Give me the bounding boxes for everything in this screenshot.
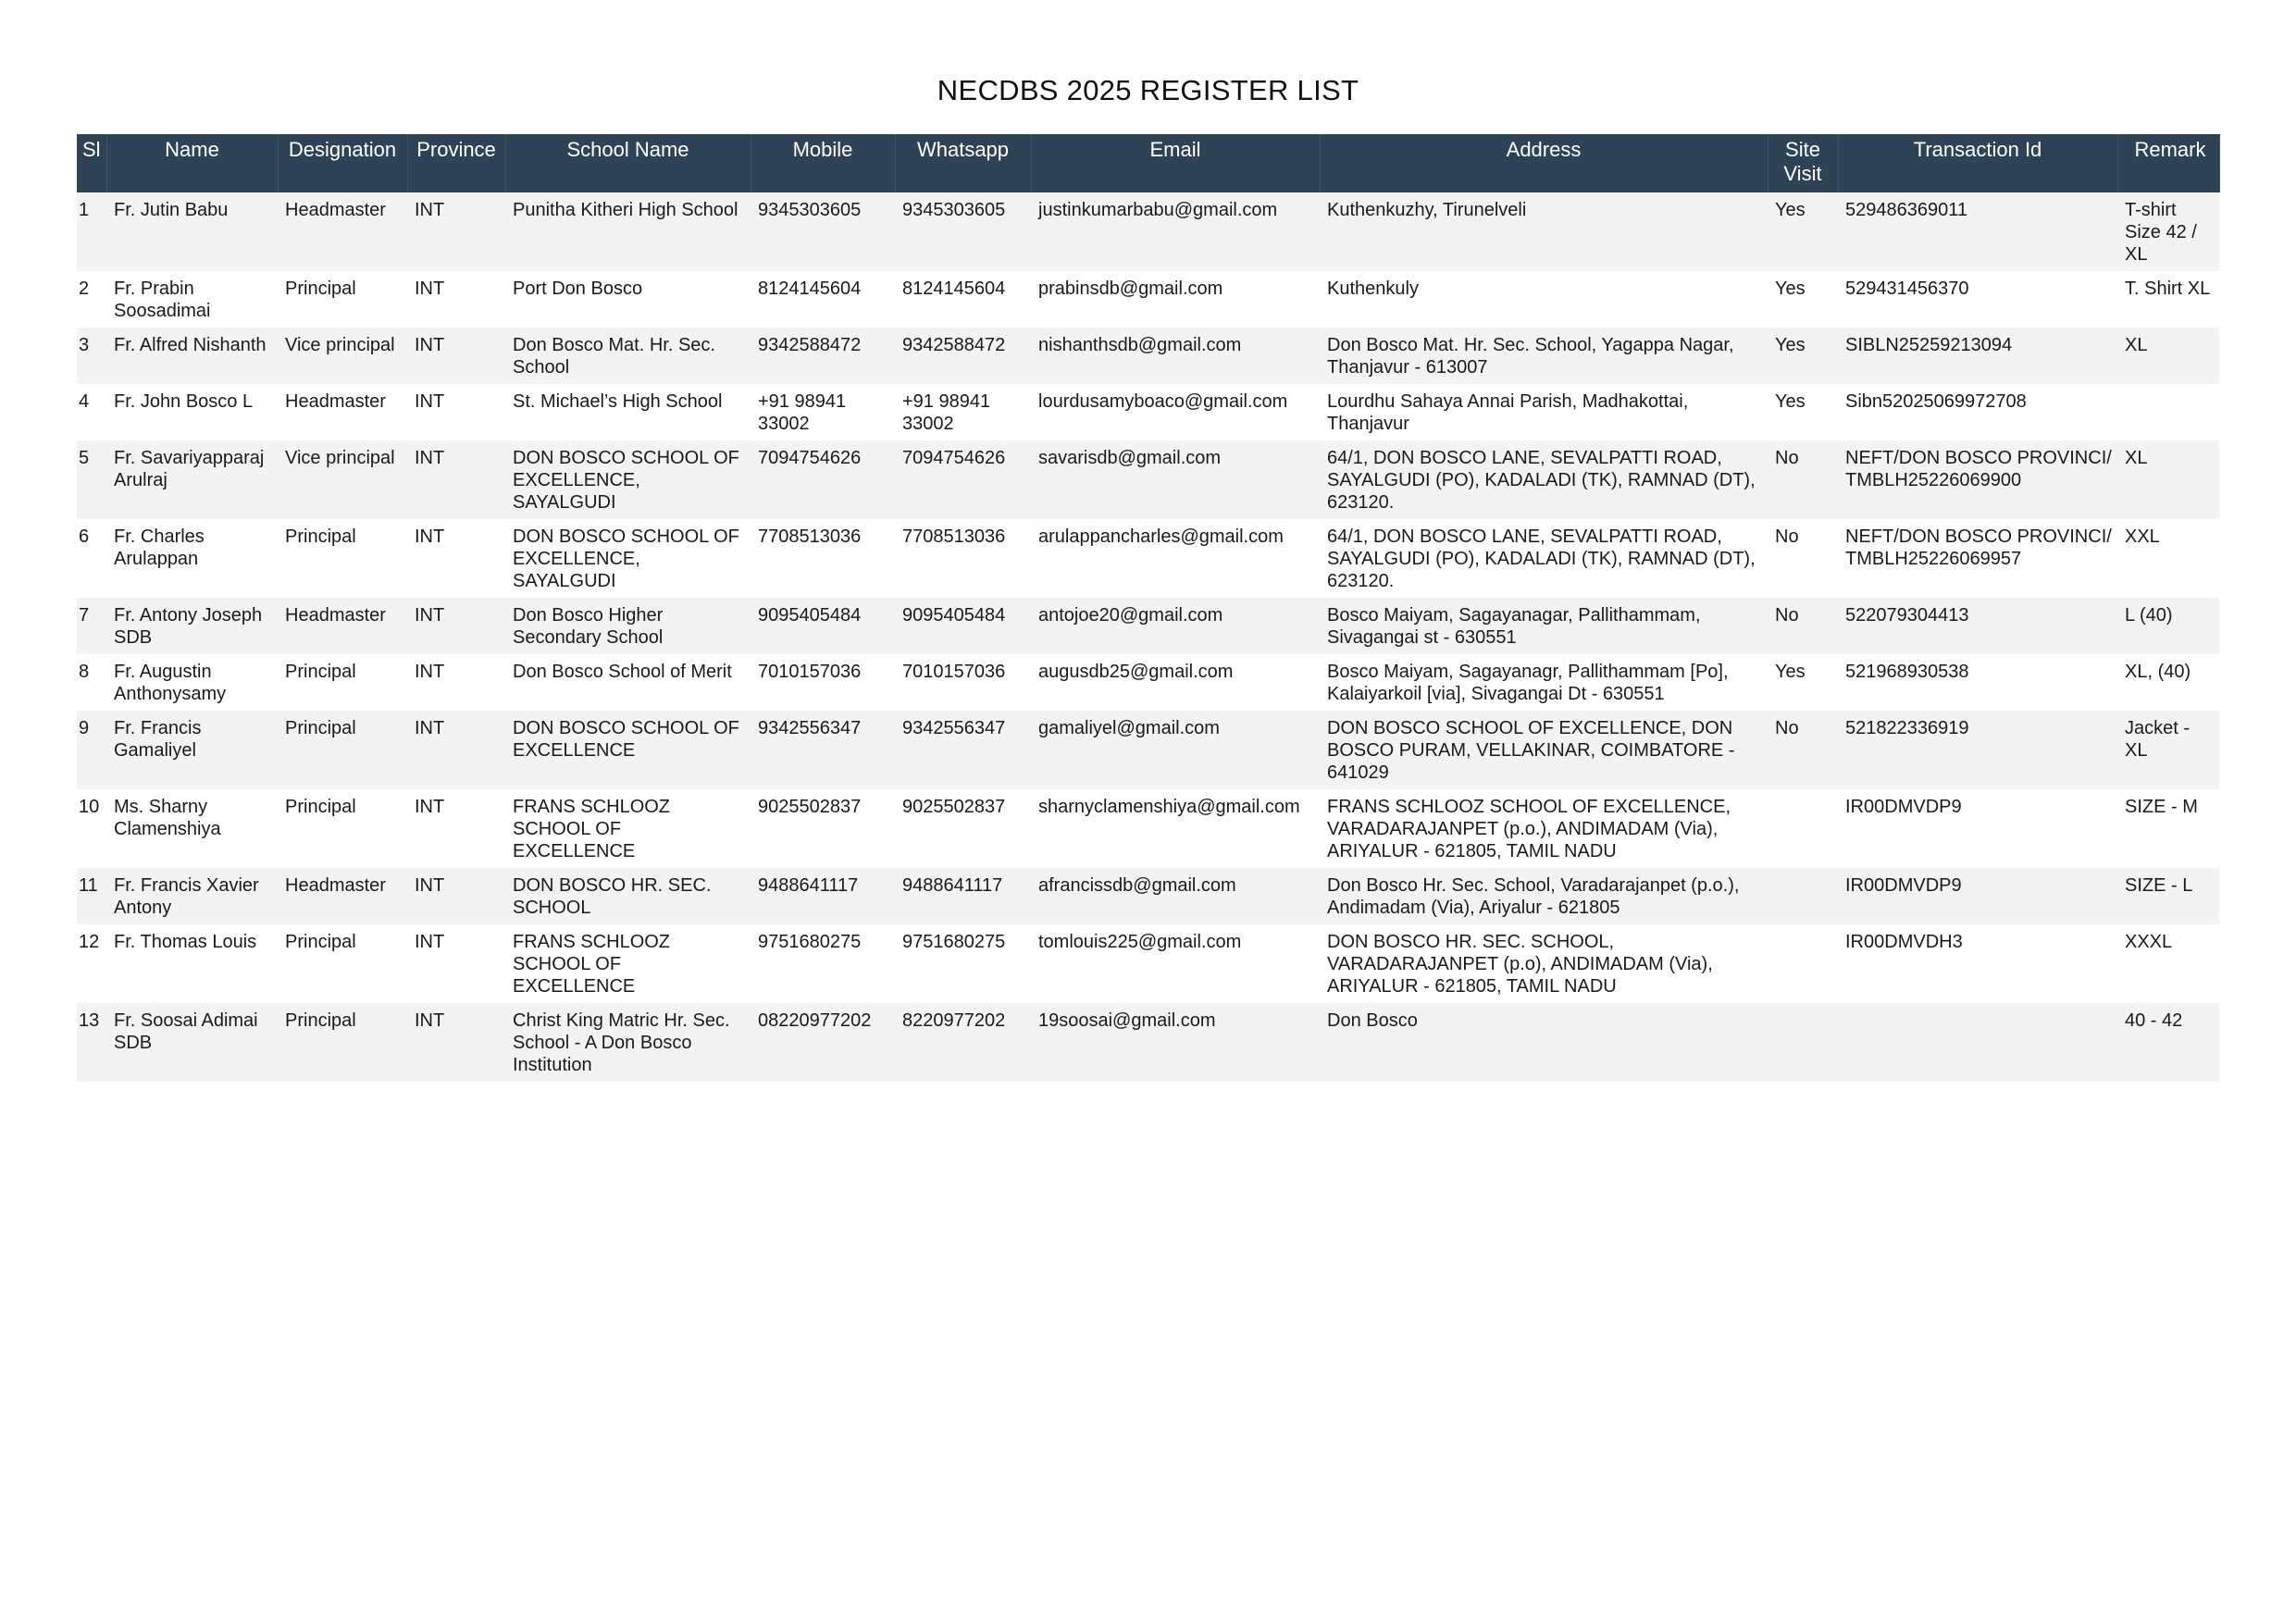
cell-address: 64/1, DON BOSCO LANE, SEVALPATTI ROAD, SAYALGUDI (PO), KADALADI (TK), RAMNAD (DT), 623120. [1320,440,1768,519]
column-header-transaction-id: Transaction Id [1838,134,2117,192]
cell-whatsapp: 8220977202 [895,1003,1031,1082]
cell-site-visit: No [1768,598,1838,654]
cell-name: Fr. Thomas Louis [106,924,278,1003]
cell-email: arulappancharles@gmail.com [1031,519,1320,598]
cell-site-visit: Yes [1768,328,1838,384]
column-header-mobile: Mobile [751,134,895,192]
cell-email: nishanthsdb@gmail.com [1031,328,1320,384]
cell-address: DON BOSCO SCHOOL OF EXCELLENCE, DON BOSCO PURAM, VELLAKINAR, COIMBATORE - 641029 [1320,711,1768,789]
cell-remark [2117,384,2219,440]
cell-site-visit: Yes [1768,384,1838,440]
cell-sl: 5 [77,440,106,519]
cell-address: FRANS SCHLOOZ SCHOOL OF EXCELLENCE, VARADARAJANPET (p.o.), ANDIMADAM (Via), ARIYALUR - 621805, TAMIL NADU [1320,789,1768,868]
table-row [77,192,2219,271]
cell-address: Lourdhu Sahaya Annai Parish, Madhakottai, Thanjavur [1320,384,1768,440]
cell-whatsapp: 9095405484 [895,598,1031,654]
cell-mobile: 9095405484 [751,598,895,654]
cell-name: Fr. Alfred Nishanth [106,328,278,384]
cell-designation: Headmaster [278,868,407,924]
cell-transaction-id: 529431456370 [1838,271,2117,328]
cell-province: INT [407,440,505,519]
cell-email: lourdusamyboaco@gmail.com [1031,384,1320,440]
cell-remark: T. Shirt XL [2117,271,2219,328]
cell-transaction-id [1838,1003,2117,1082]
cell-school-name: Punitha Kitheri High School [505,192,751,271]
cell-mobile: 8124145604 [751,271,895,328]
cell-sl: 9 [77,711,106,789]
cell-whatsapp: 7010157036 [895,654,1031,711]
cell-designation: Principal [278,924,407,1003]
cell-transaction-id: 521968930538 [1838,654,2117,711]
cell-address: Kuthenkuzhy, Tirunelveli [1320,192,1768,271]
cell-whatsapp: 9342588472 [895,328,1031,384]
table-row [77,271,2219,328]
header-row [77,134,2219,192]
cell-name: Fr. Augustin Anthonysamy [106,654,278,711]
cell-whatsapp: 9488641117 [895,868,1031,924]
cell-address: DON BOSCO HR. SEC. SCHOOL, VARADARAJANPET (p.o), ANDIMADAM (Via), ARIYALUR - 621805, TAMIL NADU [1320,924,1768,1003]
cell-address: Kuthenkuly [1320,271,1768,328]
table-row [77,598,2219,654]
cell-transaction-id: SIBLN25259213094 [1838,328,2117,384]
cell-sl: 13 [77,1003,106,1082]
cell-school-name: FRANS SCHLOOZ SCHOOL OF EXCELLENCE [505,789,751,868]
cell-province: INT [407,789,505,868]
cell-designation: Principal [278,654,407,711]
cell-transaction-id: 521822336919 [1838,711,2117,789]
cell-province: INT [407,519,505,598]
cell-address: Don Bosco Mat. Hr. Sec. School, Yagappa Nagar, Thanjavur - 613007 [1320,328,1768,384]
cell-mobile: 9751680275 [751,924,895,1003]
cell-school-name: St. Michael’s High School [505,384,751,440]
cell-remark: Jacket - XL [2117,711,2219,789]
cell-sl: 4 [77,384,106,440]
cell-whatsapp: 9751680275 [895,924,1031,1003]
cell-sl: 8 [77,654,106,711]
cell-designation: Principal [278,519,407,598]
column-header-address: Address [1320,134,1768,192]
table-row [77,789,2219,868]
cell-designation: Principal [278,789,407,868]
column-header-site-visit: Site Visit [1768,134,1838,192]
cell-transaction-id: IR00DMVDH3 [1838,924,2117,1003]
cell-whatsapp: 7094754626 [895,440,1031,519]
column-header-remark: Remark [2117,134,2219,192]
cell-transaction-id: IR00DMVDP9 [1838,868,2117,924]
table-row [77,1003,2219,1082]
cell-address: Don Bosco Hr. Sec. School, Varadarajanpet (p.o.), Andimadam (Via), Ariyalur - 621805 [1320,868,1768,924]
cell-mobile: 7094754626 [751,440,895,519]
cell-remark: T-shirt Size 42 / XL [2117,192,2219,271]
cell-designation: Vice principal [278,440,407,519]
table-header [77,134,2219,192]
cell-sl: 1 [77,192,106,271]
cell-designation: Principal [278,271,407,328]
cell-email: justinkumarbabu@gmail.com [1031,192,1320,271]
column-header-whatsapp: Whatsapp [895,134,1031,192]
cell-mobile: 08220977202 [751,1003,895,1082]
cell-name: Fr. Francis Xavier Antony [106,868,278,924]
cell-email: gamaliyel@gmail.com [1031,711,1320,789]
column-header-sl: Sl [77,134,106,192]
cell-sl: 7 [77,598,106,654]
cell-email: savarisdb@gmail.com [1031,440,1320,519]
cell-school-name: DON BOSCO HR. SEC. SCHOOL [505,868,751,924]
cell-address: Bosco Maiyam, Sagayanagar, Pallithammam, Sivagangai st - 630551 [1320,598,1768,654]
cell-remark: XXL [2117,519,2219,598]
cell-province: INT [407,711,505,789]
cell-site-visit [1768,924,1838,1003]
cell-email: sharnyclamenshiya@gmail.com [1031,789,1320,868]
table-row [77,519,2219,598]
cell-email: antojoe20@gmail.com [1031,598,1320,654]
cell-site-visit: No [1768,711,1838,789]
column-header-designation: Designation [278,134,407,192]
cell-email: augusdb25@gmail.com [1031,654,1320,711]
cell-mobile: 7010157036 [751,654,895,711]
cell-name: Ms. Sharny Clamenshiya [106,789,278,868]
cell-province: INT [407,328,505,384]
cell-name: Fr. Savariyapparaj Arulraj [106,440,278,519]
cell-designation: Principal [278,711,407,789]
cell-mobile: 9342588472 [751,328,895,384]
cell-school-name: Don Bosco School of Merit [505,654,751,711]
cell-whatsapp: 8124145604 [895,271,1031,328]
cell-province: INT [407,271,505,328]
cell-sl: 12 [77,924,106,1003]
cell-address: 64/1, DON BOSCO LANE, SEVALPATTI ROAD, SAYALGUDI (PO), KADALADI (TK), RAMNAD (DT), 623120. [1320,519,1768,598]
cell-site-visit [1768,1003,1838,1082]
cell-name: Fr. Prabin Soosadimai [106,271,278,328]
cell-site-visit: Yes [1768,271,1838,328]
cell-province: INT [407,1003,505,1082]
cell-whatsapp: 7708513036 [895,519,1031,598]
cell-school-name: DON BOSCO SCHOOL OF EXCELLENCE [505,711,751,789]
cell-name: Fr. John Bosco L [106,384,278,440]
cell-designation: Principal [278,1003,407,1082]
cell-sl: 2 [77,271,106,328]
cell-site-visit: No [1768,519,1838,598]
table-row [77,328,2219,384]
table-row [77,868,2219,924]
cell-site-visit: No [1768,440,1838,519]
cell-designation: Headmaster [278,598,407,654]
cell-email: afrancissdb@gmail.com [1031,868,1320,924]
cell-sl: 11 [77,868,106,924]
cell-site-visit: Yes [1768,192,1838,271]
cell-province: INT [407,868,505,924]
cell-province: INT [407,192,505,271]
column-header-school-name: School Name [505,134,751,192]
cell-name: Fr. Francis Gamaliyel [106,711,278,789]
cell-transaction-id: 522079304413 [1838,598,2117,654]
cell-name: Fr. Soosai Adimai SDB [106,1003,278,1082]
cell-designation: Vice principal [278,328,407,384]
cell-mobile: 9345303605 [751,192,895,271]
cell-remark: L (40) [2117,598,2219,654]
cell-mobile: 9342556347 [751,711,895,789]
cell-email: tomlouis225@gmail.com [1031,924,1320,1003]
cell-address: Bosco Maiyam, Sagayanagr, Pallithammam [Po], Kalaiyarkoil [via], Sivagangai Dt - 630551 [1320,654,1768,711]
cell-remark: XL [2117,328,2219,384]
cell-transaction-id: 529486369011 [1838,192,2117,271]
cell-name: Fr. Charles Arulappan [106,519,278,598]
table-row [77,654,2219,711]
cell-school-name: DON BOSCO SCHOOL OF EXCELLENCE, SAYALGUDI [505,440,751,519]
column-header-email: Email [1031,134,1320,192]
cell-name: Fr. Antony Joseph SDB [106,598,278,654]
cell-sl: 6 [77,519,106,598]
cell-remark: SIZE - M [2117,789,2219,868]
cell-school-name: FRANS SCHLOOZ SCHOOL OF EXCELLENCE [505,924,751,1003]
table-row [77,440,2219,519]
cell-remark: XL, (40) [2117,654,2219,711]
cell-remark: 40 - 42 [2117,1003,2219,1082]
cell-province: INT [407,384,505,440]
table-row [77,711,2219,789]
cell-transaction-id: IR00DMVDP9 [1838,789,2117,868]
cell-whatsapp: 9025502837 [895,789,1031,868]
cell-remark: SIZE - L [2117,868,2219,924]
cell-school-name: Christ King Matric Hr. Sec. School - A Don Bosco Institution [505,1003,751,1082]
cell-site-visit: Yes [1768,654,1838,711]
cell-whatsapp: 9342556347 [895,711,1031,789]
cell-school-name: Port Don Bosco [505,271,751,328]
cell-province: INT [407,924,505,1003]
cell-whatsapp: 9345303605 [895,192,1031,271]
cell-mobile: 9488641117 [751,868,895,924]
cell-designation: Headmaster [278,192,407,271]
cell-transaction-id: Sibn52025069972708 [1838,384,2117,440]
table-body [77,192,2219,1082]
cell-province: INT [407,598,505,654]
page-title: NECDBS 2025 REGISTER LIST [937,74,1359,106]
table-row [77,924,2219,1003]
cell-whatsapp: +91 98941 33002 [895,384,1031,440]
cell-remark: XXXL [2117,924,2219,1003]
cell-sl: 3 [77,328,106,384]
cell-school-name: Don Bosco Higher Secondary School [505,598,751,654]
table-row [77,384,2219,440]
cell-site-visit [1768,789,1838,868]
cell-address: Don Bosco [1320,1003,1768,1082]
cell-mobile: 9025502837 [751,789,895,868]
cell-site-visit [1768,868,1838,924]
cell-sl: 10 [77,789,106,868]
register-table [77,134,2220,1082]
column-header-province: Province [407,134,505,192]
cell-school-name: DON BOSCO SCHOOL OF EXCELLENCE, SAYALGUDI [505,519,751,598]
cell-school-name: Don Bosco Mat. Hr. Sec. School [505,328,751,384]
cell-email: prabinsdb@gmail.com [1031,271,1320,328]
cell-designation: Headmaster [278,384,407,440]
column-header-name: Name [106,134,278,192]
cell-name: Fr. Jutin Babu [106,192,278,271]
cell-mobile: +91 98941 33002 [751,384,895,440]
cell-transaction-id: NEFT/DON BOSCO PROVINCI/ TMBLH25226069957 [1838,519,2117,598]
cell-province: INT [407,654,505,711]
cell-transaction-id: NEFT/DON BOSCO PROVINCI/ TMBLH25226069900 [1838,440,2117,519]
cell-mobile: 7708513036 [751,519,895,598]
cell-email: 19soosai@gmail.com [1031,1003,1320,1082]
cell-remark: XL [2117,440,2219,519]
